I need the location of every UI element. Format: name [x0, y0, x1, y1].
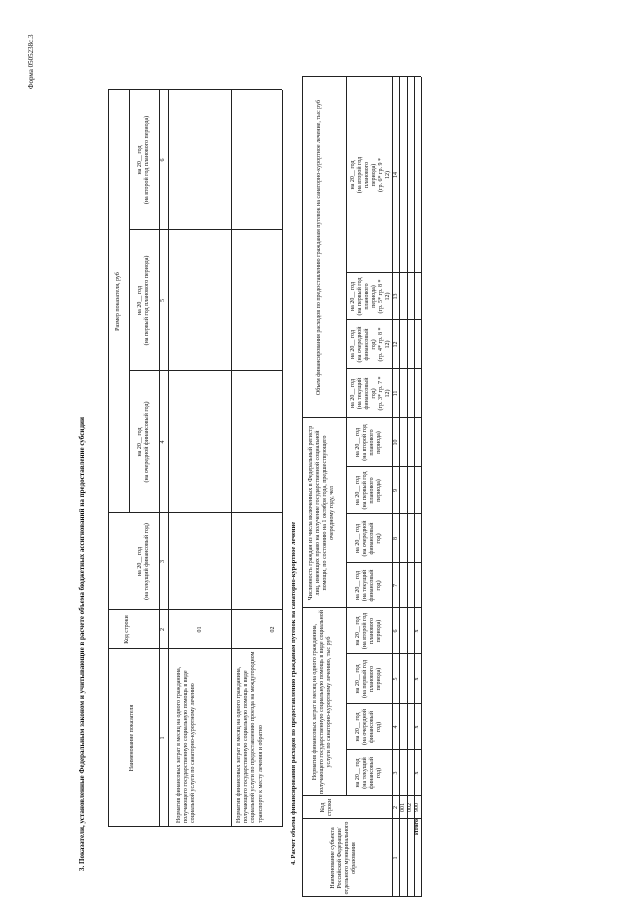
section4-sub-first: на 20__ год (на первый год планового периода)	[355, 660, 382, 699]
section3-col-code: Код строки	[124, 615, 130, 644]
section4-total-x: x	[414, 725, 420, 729]
section4-sub-next: на 20__ год (на очередной финансовый год)	[355, 709, 382, 745]
section4-sub3-second: на 20__ год (на второй год планового периода) (гр. 6* гр. 9 * 12)	[350, 156, 391, 194]
section4-num: 8	[393, 537, 399, 540]
section4-num: 3	[393, 771, 399, 775]
section4-num: 10	[393, 439, 399, 446]
section4-total-label: Итого	[414, 819, 420, 836]
section4-total-code: 900	[414, 803, 420, 812]
section4-col-subject: Наименование субъекта Российской Федерации/ отдельного муниципального образования	[330, 821, 357, 895]
section4-num: 4	[393, 725, 399, 729]
section3-row-name: Норматив финансовых затрат в месяц на одного гражданина, получающего государственную социальную помощь в виде социальной услуги по санаторно-курортному лечению	[176, 666, 197, 823]
section4-col-code: Код строки	[320, 798, 333, 817]
section4-num: 2	[393, 806, 399, 809]
section3-title: 3. Показатели, установленные Федеральным законом и учитывающие в расчете объема бюджетных ассигнований на предоставление субсидии	[78, 416, 86, 871]
section4-sub3-current: на 20__ год (на текущий финансовый год) (гр. 3* гр. 7 * 12)	[350, 376, 391, 411]
form-label: Форма 0505238с.3	[27, 34, 35, 89]
section3-num: 2	[160, 628, 166, 631]
section3-col-second: на 20__ год (на второй год планового периода)	[137, 115, 150, 205]
section3-col-current: на 20__ год (на текущий финансовый год)	[137, 523, 150, 600]
section3-num: 5	[160, 299, 166, 302]
section4-num: 1	[393, 856, 399, 860]
section4-num: 7	[393, 584, 399, 587]
section4-num: 11	[393, 390, 399, 397]
section4-sub-second: на 20__ год (на второй год планового периода)	[355, 424, 382, 461]
section4-group1: Норматив финансовых затрат в месяц на одного гражданина, получающего государственную социальную помощь в виде социальной услуги по санаторно-курортному лечению, тыс руб	[312, 610, 332, 794]
section4-group3: Объем финансирования расходов по предоставлению гражданам путевок на санаторно-курортное лечение, тыс руб	[316, 99, 322, 396]
section4-num: 12	[393, 341, 399, 348]
section3-num: 6	[160, 158, 166, 162]
section4-sub-current: на 20__ год (на текущий финансовый год)	[355, 569, 382, 602]
section4-title: 4. Расчет объема финансирования расходов по предоставлению гражданам путевок на санаторно-курортное лечение	[290, 521, 297, 865]
section3-num: 4	[160, 440, 166, 444]
section3-col-size: Размер показателя, руб	[115, 272, 121, 331]
section4-total-x: x	[414, 629, 420, 633]
section3-row-name: Норматив финансовых затрат в месяц на одного гражданина, получающего государственную социальную помощь в виде социальной услуги по предоставлению проезда на междугородном транспорте к месту лечения и обратно	[236, 651, 264, 823]
section3-row-code: 02	[270, 626, 276, 633]
section3-row-code: 01	[197, 626, 203, 633]
section4-sub3-first: на 20__ год (на первый год планового периода) (гр. 5* гр. 8 * 12)	[350, 277, 391, 316]
section4-num: 5	[393, 677, 399, 681]
section4-num: 13	[393, 293, 399, 300]
section4-sub-next: на 20__ год (на очередной финансовый год)	[355, 520, 382, 557]
section3-col-name: Наименование показателя	[129, 704, 135, 772]
section4-total-x: x	[414, 771, 420, 775]
section4-sub-second: на 20__ год (на второй год планового периода)	[355, 612, 382, 650]
section3-col-next: на 20__ год (на очередной финансовый год)	[137, 401, 150, 483]
section4-row-code: 002	[407, 803, 413, 812]
section4-row-code: 001	[400, 803, 406, 812]
section4-group2: Численность граждан из числа включенных в Федеральный регистр лиц, имеющих право на получение государственной социальной помощи, по состоянию на 1 октября года, предшествующего очередному году, чел	[308, 425, 335, 601]
section3-num: 3	[160, 560, 166, 563]
section4-total-x: x	[414, 677, 420, 681]
section4-num: 14	[393, 172, 399, 178]
section4-sub-first: на 20__ год (на первый год планового периода)	[355, 471, 382, 510]
section4-sub-current: на 20__ год (на текущий финансовый год)	[355, 757, 382, 789]
section3-num: 1	[160, 736, 166, 740]
section4-num: 6	[393, 629, 399, 633]
section4-sub3-next: на 20__ год (на очередной финансовый год) (гр. 4* гр. 8 * 12)	[350, 326, 391, 363]
section3-col-first: на 20__ год (на первый год планового периода)	[137, 255, 150, 346]
section4-num: 9	[393, 489, 399, 492]
